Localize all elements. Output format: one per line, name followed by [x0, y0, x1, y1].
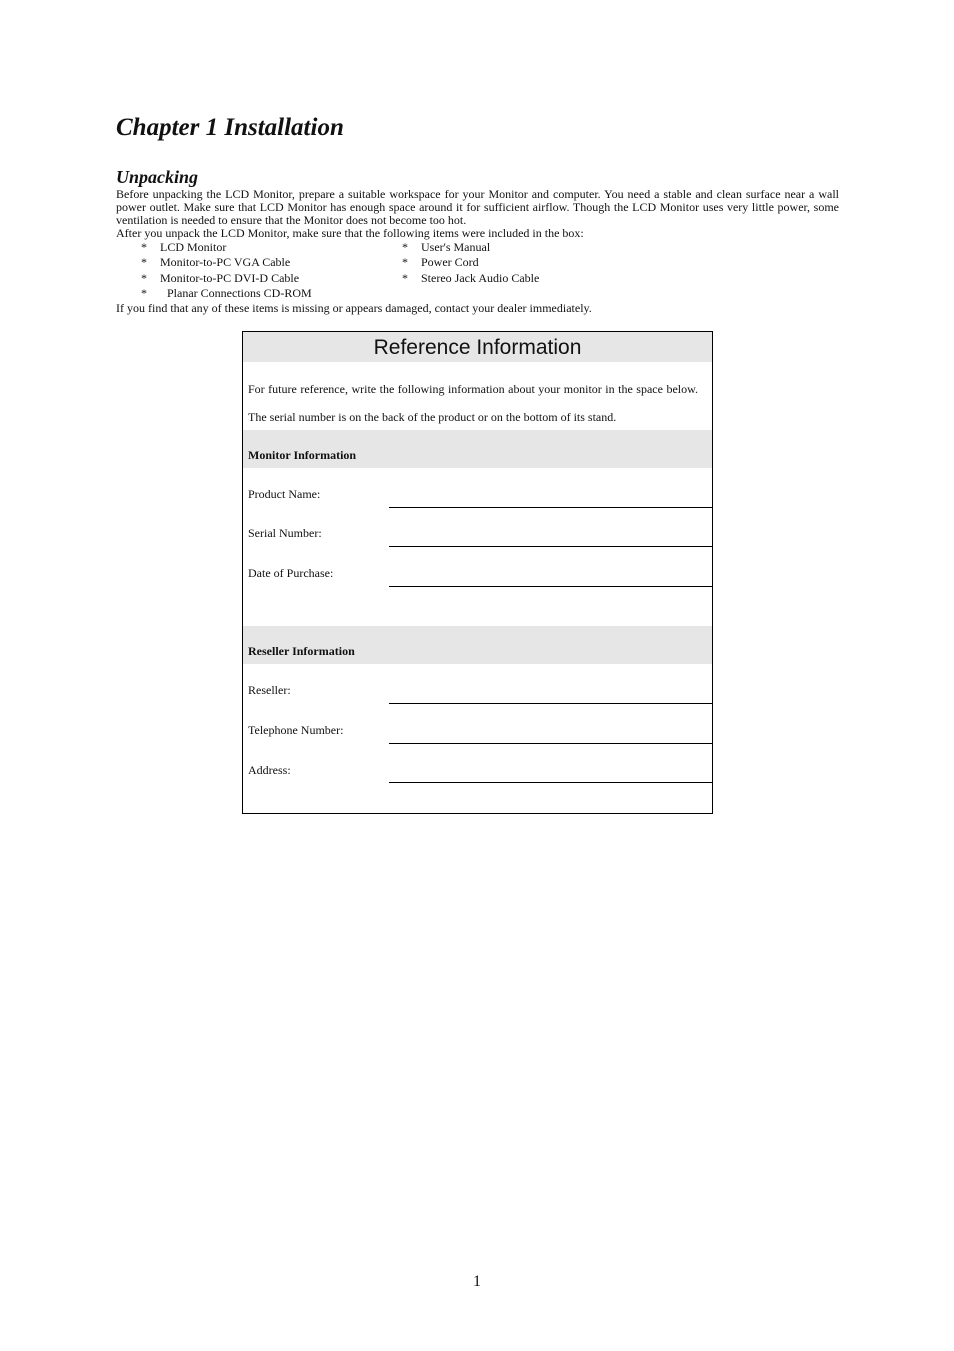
product-name-label: Product Name: — [248, 487, 321, 501]
box-item-power-cord — [402, 255, 479, 270]
address-line[interactable] — [389, 782, 712, 783]
box-item-label: Stereo Jack Audio Cable — [421, 271, 540, 285]
date-of-purchase-line[interactable] — [389, 586, 712, 587]
bullet-star: * — [402, 271, 408, 285]
reseller-line[interactable] — [389, 703, 712, 704]
reference-note: For future reference, write the following information about your monitor in the space below. The serial number is on the back of the product or on the bottom of its stand. — [248, 382, 708, 424]
monitor-information-band — [243, 430, 712, 468]
bullet-star: * — [141, 240, 147, 254]
telephone-number-label: Telephone Number: — [248, 723, 344, 737]
reseller-label: Reseller: — [248, 683, 291, 697]
box-item-vga-cable — [141, 255, 290, 270]
bullet-star: * — [141, 255, 147, 269]
box-item-dvi-cable — [141, 271, 299, 286]
reference-information-title: Reference Information — [243, 332, 712, 362]
page-number: 1 — [473, 1273, 481, 1290]
box-item-lcd-monitor — [141, 240, 226, 255]
box-item-audio-cable — [402, 271, 539, 286]
box-item-users-manual — [402, 240, 490, 255]
reseller-information-band — [243, 626, 712, 664]
reference-information-box — [242, 331, 713, 814]
box-contents-intro: After you unpack the LCD Monitor, make sure that the following items were included in the box: — [116, 226, 584, 240]
serial-number-label: Serial Number: — [248, 526, 322, 540]
product-name-line[interactable] — [389, 507, 712, 508]
bullet-star: * — [402, 255, 408, 269]
box-item-label: Planar Connections CD-ROM — [167, 286, 312, 300]
bullet-star: * — [402, 240, 408, 254]
box-item-label: Power Cord — [421, 255, 479, 269]
box-item-label: User's Manual — [421, 240, 491, 254]
reseller-information-heading: Reseller Information — [248, 644, 355, 658]
page-title: Chapter 1 Installation — [116, 114, 344, 141]
box-item-cd-rom — [141, 286, 312, 301]
bullet-star: * — [141, 286, 147, 300]
monitor-information-heading: Monitor Information — [248, 448, 357, 462]
box-item-label: Monitor-to-PC VGA Cable — [160, 255, 291, 269]
missing-items-note: If you find that any of these items is missing or appears damaged, contact your dealer immediately. — [116, 301, 592, 315]
unpacking-intro-paragraph: Before unpacking the LCD Monitor, prepare a suitable workspace for your Monitor and computer. You need a stable and clean surface near a wall power outlet. Make sure that LCD Monitor has enough space around it for sufficient airflow. Though the LCD Monitor uses very little power, some ventilation is needed to ensure that the Monitor does not become too hot. — [116, 187, 839, 227]
telephone-number-line[interactable] — [389, 743, 712, 744]
serial-number-line[interactable] — [389, 546, 712, 547]
address-label: Address: — [248, 763, 291, 777]
bullet-star: * — [141, 271, 147, 285]
box-item-label: LCD Monitor — [160, 240, 227, 254]
box-item-label: Monitor-to-PC DVI-D Cable — [160, 271, 300, 285]
section-title-unpacking: Unpacking — [116, 167, 199, 187]
date-of-purchase-label: Date of Purchase: — [248, 566, 334, 580]
